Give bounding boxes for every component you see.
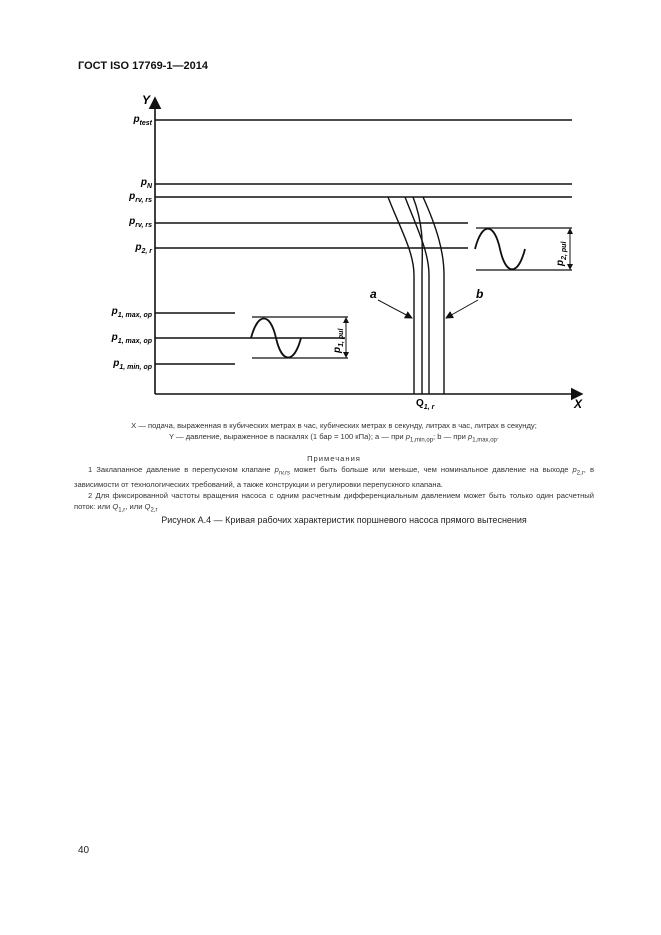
figure-caption: Рисунок А.4 — Кривая рабочих характеристик поршневого насоса прямого вытеснения <box>161 515 527 525</box>
x-point-label: $Q_{1, r}$ <box>416 398 435 411</box>
x-axis-label: X <box>574 397 583 411</box>
legend-line-2: Y — давление, выраженное в паскалях (1 бар = 100 кПа); a — при $p_{1,min,op}$; b — при $p_{1,max,op}$. <box>168 432 500 444</box>
level-label-1min: $p_{1, min, op}$ <box>113 358 152 371</box>
note-2: 2 Для фиксированной частоты вращения насоса с одним расчетным дифференциальным давлением может быть только один расчетный поток: или $Q_{1,r}$, или $Q_{2,r}$ <box>74 491 594 514</box>
level-label-test: $p_{test}$ <box>133 114 152 127</box>
outlet-amplitude-arrow-top <box>567 228 573 234</box>
page-number: 40 <box>78 845 90 856</box>
pump-performance-diagram <box>0 0 661 420</box>
inlet-amplitude-arrow-bottom <box>343 352 349 358</box>
note-1: 1 Заклапанное давление в перепускном клапане $p_{rv,rs}$ может быть больше или меньше, чем номинальное давление на выходе $p_{2,r}$, в зависимости от технологических требований, а также конструкции и регулировки перепускного клапана. <box>74 464 594 490</box>
legend-line-1: X — подача, выраженная в кубических метрах в час, кубических метрах в секунду, литрах в час, литрах в секунду; <box>131 421 537 430</box>
outlet-pulsation-wave <box>475 229 525 270</box>
curve-label-a: a <box>370 287 377 301</box>
level-label-rv-rs-lower: $p_{rv, rs}$ <box>129 216 152 229</box>
notes-title: Примечания <box>307 453 361 463</box>
level-label-1max-b: $p_{1, max, op}$ <box>111 332 152 345</box>
level-label-rv-rs-upper: $p_{rv, rs}$ <box>129 191 152 204</box>
y-axis-label: Y <box>142 93 151 107</box>
inlet-amplitude-arrow-top <box>343 317 349 323</box>
legend-block <box>74 420 594 517</box>
performance-curve-a-outer <box>388 197 414 394</box>
outlet-amplitude-label: $p_{2, pul}$ <box>555 241 568 266</box>
document-header: ГОСТ ISO 17769-1—2014 <box>78 60 208 72</box>
level-label-nominal: $p_N$ <box>140 177 152 190</box>
level-label-2r: $p_{2, r}$ <box>135 242 152 255</box>
pointer-a <box>378 300 412 318</box>
curve-label-b: b <box>476 287 484 301</box>
performance-curve-b-outer <box>423 197 444 394</box>
outlet-amplitude-arrow-bottom <box>567 264 573 270</box>
performance-curve-a-inner <box>405 197 429 394</box>
pointer-b <box>446 300 478 318</box>
inlet-amplitude-label: $p_{1, pul}$ <box>332 328 345 353</box>
level-label-1max-a: $p_{1, max, op}$ <box>111 306 152 319</box>
